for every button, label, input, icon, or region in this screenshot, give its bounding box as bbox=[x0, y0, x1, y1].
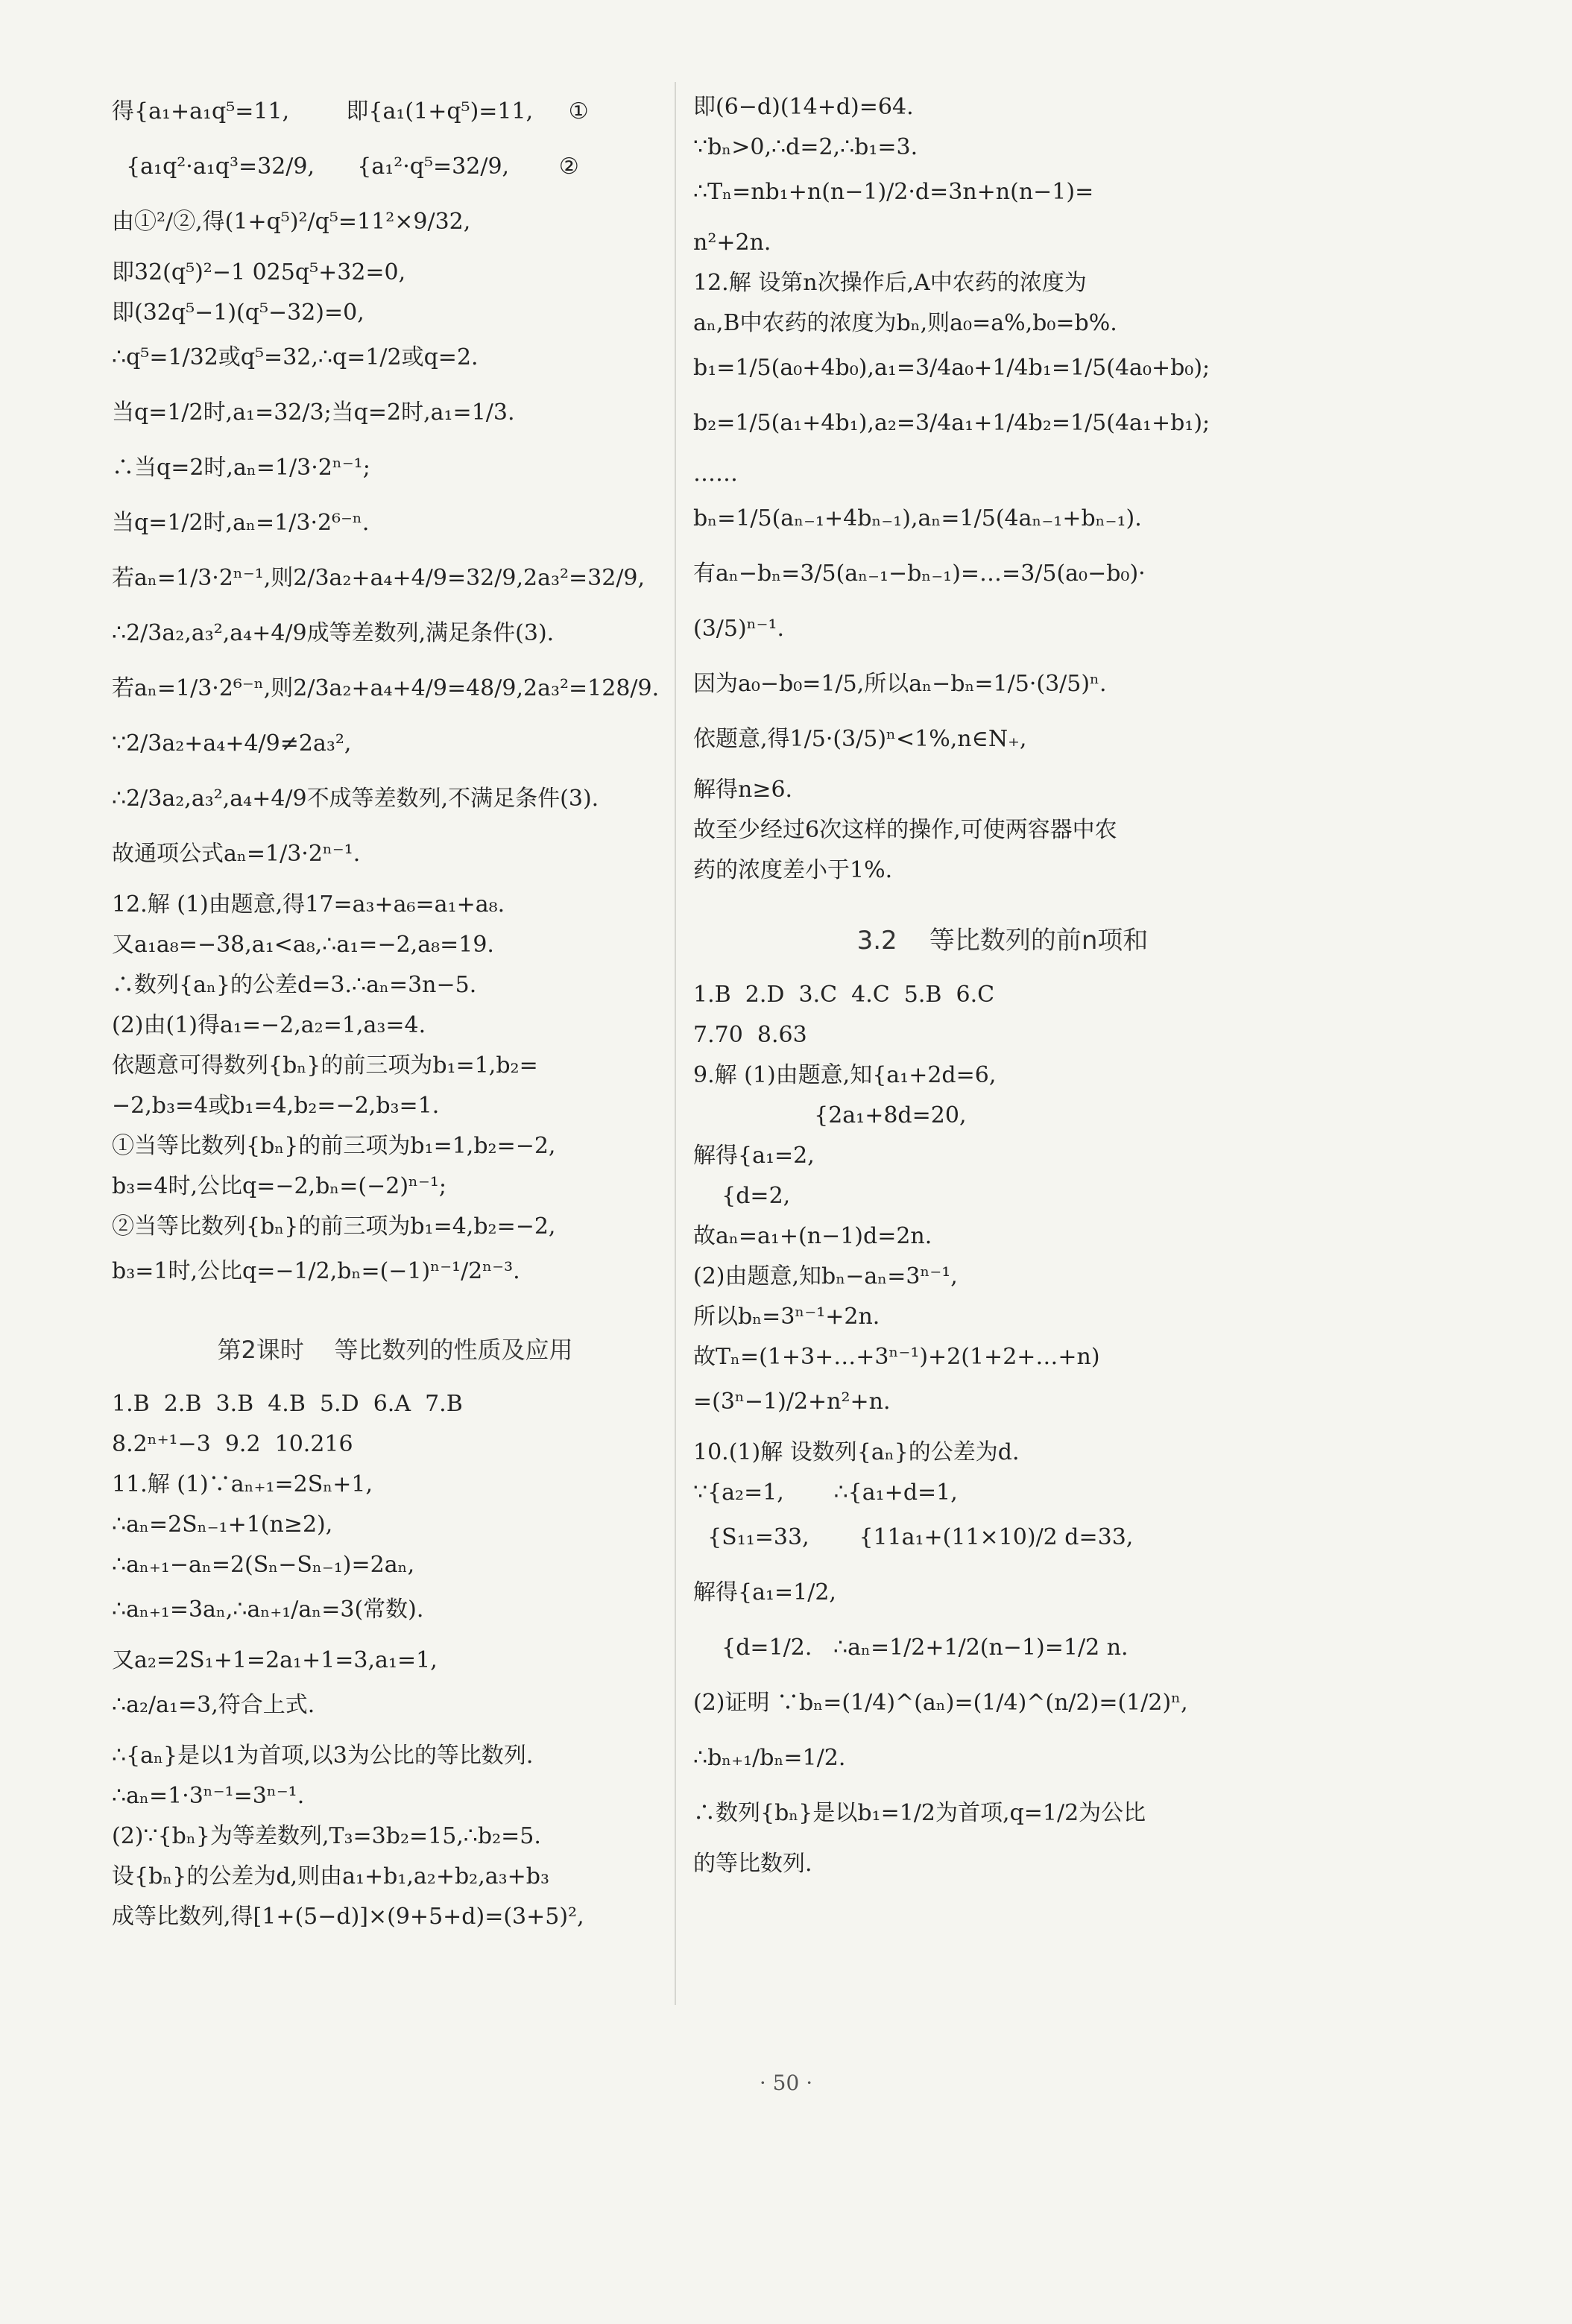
text-line: 又a₁a₈=−38,a₁<a₈,∴a₁=−2,a₈=19. bbox=[112, 932, 494, 958]
text-line: 依题意可得数列{bₙ}的前三项为b₁=1,b₂= bbox=[112, 1052, 538, 1079]
left-column bbox=[112, 89, 678, 1939]
left-block-2 bbox=[112, 887, 678, 1294]
text-line: ∴aₙ₊₁−aₙ=2(Sₙ−Sₙ₋₁)=2aₙ, bbox=[112, 1552, 415, 1578]
text-line: ①当等比数列{bₙ}的前三项为b₁=1,b₂=−2, bbox=[112, 1133, 556, 1159]
text-line: bₙ=1/5(aₙ₋₁+4bₙ₋₁),aₙ=1/5(4aₙ₋₁+bₙ₋₁). bbox=[693, 505, 1142, 531]
text-line: (2)∵{bₙ}为等差数列,T₃=3b₂=15,∴b₂=5. bbox=[112, 1823, 541, 1849]
right-block-1 bbox=[693, 89, 1312, 888]
text-line: 由①²/②,得(1+q⁵)²/q⁵=11²×9/32, bbox=[112, 209, 471, 235]
text-line: b₁=1/5(a₀+4b₀),a₁=3/4a₀+1/4b₁=1/5(4a₀+b₀); bbox=[693, 355, 1210, 381]
text-line: 若aₙ=1/3·2ⁿ⁻¹,则2/3a₂+a₄+4/9=32/9,2a₃²=32/9, bbox=[112, 565, 645, 591]
text-line: 的等比数列. bbox=[693, 1851, 812, 1877]
text-line: 故Tₙ=(1+3+…+3ⁿ⁻¹)+2(1+2+…+n) bbox=[693, 1344, 1100, 1370]
text-line: 解得n≥6. bbox=[693, 777, 793, 803]
text-line: {a₁q²·a₁q³=32/9, {a₁²·q⁵=32/9, ② bbox=[112, 154, 579, 180]
text-line: {2a₁+8d=20, bbox=[693, 1102, 967, 1128]
section-heading-3-2: 3.2 等比数列的前n项和 bbox=[856, 926, 1149, 956]
text-line: ∵bₙ>0,∴d=2,∴b₁=3. bbox=[693, 134, 918, 160]
text-line: 得{a₁+a₁q⁵=11, 即{a₁(1+q⁵)=11, ① bbox=[112, 98, 589, 124]
text-line: ∴2/3a₂,a₃²,a₄+4/9不成等差数列,不满足条件(3). bbox=[112, 786, 599, 812]
text-line: 10.(1)解 设数列{aₙ}的公差为d. bbox=[693, 1439, 1020, 1465]
text-line: 12.解 (1)由题意,得17=a₃+a₆=a₁+a₈. bbox=[112, 891, 505, 918]
text-line: 有aₙ−bₙ=3/5(aₙ₋₁−bₙ₋₁)=…=3/5(a₀−b₀)· bbox=[693, 561, 1146, 587]
text-line: 故至少经过6次这样的操作,可使两容器中农 bbox=[693, 817, 1117, 843]
text-line: ∴数列{bₙ}是以b₁=1/2为首项,q=1/2为公比 bbox=[693, 1800, 1146, 1826]
text-line: ∴Tₙ=nb₁+n(n−1)/2·d=3n+n(n−1)= bbox=[693, 179, 1094, 205]
text-line: b₃=1时,公比q=−1/2,bₙ=(−1)ⁿ⁻¹/2ⁿ⁻³. bbox=[112, 1258, 520, 1284]
text-line: =(3ⁿ−1)/2+n²+n. bbox=[693, 1389, 891, 1415]
text-line: 设{bₙ}的公差为d,则由a₁+b₁,a₂+b₂,a₃+b₃ bbox=[112, 1863, 550, 1889]
text-line: 8.2ⁿ⁺¹−3 9.2 10.216 bbox=[112, 1431, 353, 1457]
right-column bbox=[693, 89, 1312, 1886]
text-line: ∴bₙ₊₁/bₙ=1/2. bbox=[693, 1745, 846, 1771]
section-heading-lesson-2: 第2课时 等比数列的性质及应用 bbox=[217, 1336, 573, 1364]
text-line: 1.B 2.D 3.C 4.C 5.B 6.C bbox=[693, 982, 995, 1008]
left-block-3 bbox=[112, 1386, 678, 1935]
left-block-1 bbox=[112, 89, 678, 877]
text-line: ∴{aₙ}是以1为首项,以3为公比的等比数列. bbox=[112, 1743, 534, 1769]
text-line: 当q=1/2时,a₁=32/3;当q=2时,a₁=1/3. bbox=[112, 400, 515, 426]
page-number: · 50 · bbox=[759, 2071, 813, 2095]
text-line: 7.70 8.63 bbox=[693, 1022, 807, 1048]
text-line: 当q=1/2时,aₙ=1/3·2⁶⁻ⁿ. bbox=[112, 510, 370, 536]
text-line: 故通项公式aₙ=1/3·2ⁿ⁻¹. bbox=[112, 841, 361, 867]
text-line: n²+2n. bbox=[693, 230, 771, 256]
text-line: ②当等比数列{bₙ}的前三项为b₁=4,b₂=−2, bbox=[112, 1213, 556, 1240]
text-line: 即32(q⁵)²−1 025q⁵+32=0, bbox=[112, 259, 406, 285]
text-line: 若aₙ=1/3·2⁶⁻ⁿ,则2/3a₂+a₄+4/9=48/9,2a₃²=128/9. bbox=[112, 675, 660, 701]
text-line: 解得{a₁=2, bbox=[693, 1143, 815, 1169]
text-line: (2)由(1)得a₁=−2,a₂=1,a₃=4. bbox=[112, 1012, 426, 1038]
text-line: (2)证明 ∵bₙ=(1/4)^(aₙ)=(1/4)^(n/2)=(1/2)ⁿ, bbox=[693, 1690, 1188, 1716]
text-line: b₃=4时,公比q=−2,bₙ=(−2)ⁿ⁻¹; bbox=[112, 1173, 446, 1199]
text-line: 因为a₀−b₀=1/5,所以aₙ−bₙ=1/5·(3/5)ⁿ. bbox=[693, 671, 1107, 697]
text-line: 成等比数列,得[1+(5−d)]×(9+5+d)=(3+5)², bbox=[112, 1904, 584, 1930]
text-line: ∴a₂/a₁=3,符合上式. bbox=[112, 1692, 315, 1718]
text-line: {d=2, bbox=[693, 1183, 791, 1209]
text-line: ∴数列{aₙ}的公差d=3.∴aₙ=3n−5. bbox=[112, 972, 477, 998]
text-line: 所以bₙ=3ⁿ⁻¹+2n. bbox=[693, 1304, 880, 1330]
text-line: −2,b₃=4或b₁=4,b₂=−2,b₃=1. bbox=[112, 1093, 440, 1119]
text-line: …… bbox=[693, 461, 738, 487]
text-line: 11.解 (1)∵aₙ₊₁=2Sₙ+1, bbox=[112, 1471, 373, 1497]
text-line: 又a₂=2S₁+1=2a₁+1=3,a₁=1, bbox=[112, 1647, 438, 1673]
text-line: b₂=1/5(a₁+4b₁),a₂=3/4a₁+1/4b₂=1/5(4a₁+b₁); bbox=[693, 410, 1210, 436]
text-line: (3/5)ⁿ⁻¹. bbox=[693, 616, 785, 642]
text-line: 药的浓度差小于1%. bbox=[693, 857, 893, 883]
text-line: {S₁₁=33, {11a₁+(11×10)/2 d=33, bbox=[693, 1524, 1134, 1550]
text-line: 12.解 设第n次操作后,A中农药的浓度为 bbox=[693, 270, 1087, 296]
text-line: ∴2/3a₂,a₃²,a₄+4/9成等差数列,满足条件(3). bbox=[112, 620, 555, 646]
text-line: {d=1/2. ∴aₙ=1/2+1/2(n−1)=1/2 n. bbox=[693, 1635, 1129, 1661]
text-line: ∵2/3a₂+a₄+4/9≠2a₃², bbox=[112, 730, 352, 757]
text-line: 1.B 2.B 3.B 4.B 5.D 6.A 7.B bbox=[112, 1391, 463, 1417]
text-line: aₙ,B中农药的浓度为bₙ,则a₀=a%,b₀=b%. bbox=[693, 310, 1117, 336]
text-line: ∴q⁵=1/32或q⁵=32,∴q=1/2或q=2. bbox=[112, 344, 479, 370]
text-line: ∴aₙ₊₁=3aₙ,∴aₙ₊₁/aₙ=3(常数). bbox=[112, 1597, 424, 1623]
text-line: 依题意,得1/5·(3/5)ⁿ<1%,n∈N₊, bbox=[693, 726, 1027, 752]
text-line: 故aₙ=a₁+(n−1)d=2n. bbox=[693, 1223, 932, 1249]
text-line: ∴aₙ=2Sₙ₋₁+1(n≥2), bbox=[112, 1512, 333, 1538]
text-line: ∵{a₂=1, ∴{a₁+d=1, bbox=[693, 1480, 958, 1506]
text-line: 解得{a₁=1/2, bbox=[693, 1579, 836, 1605]
text-line: 即(32q⁵−1)(q⁵−32)=0, bbox=[112, 300, 364, 326]
text-line: 9.解 (1)由题意,知{a₁+2d=6, bbox=[693, 1062, 997, 1088]
text-line: (2)由题意,知bₙ−aₙ=3ⁿ⁻¹, bbox=[693, 1263, 958, 1289]
text-line: ∴aₙ=1·3ⁿ⁻¹=3ⁿ⁻¹. bbox=[112, 1783, 305, 1809]
right-block-2 bbox=[693, 977, 1312, 1882]
text-line: ∴当q=2时,aₙ=1/3·2ⁿ⁻¹; bbox=[112, 455, 370, 481]
text-line: 即(6−d)(14+d)=64. bbox=[693, 94, 914, 120]
